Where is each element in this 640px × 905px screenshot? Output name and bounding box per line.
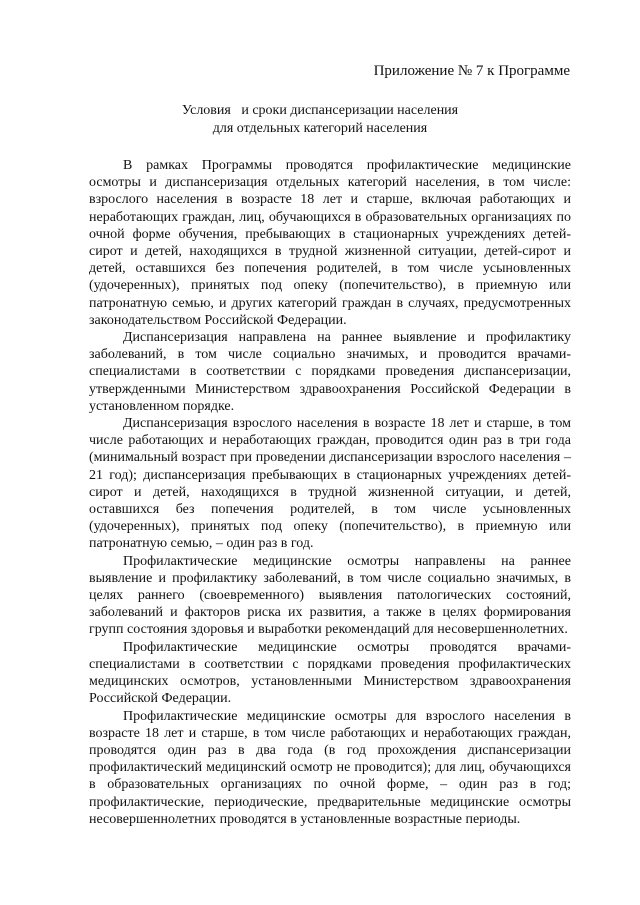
title-line-2: для отдельных категорий населения bbox=[212, 121, 428, 136]
title-line-1: Условия и сроки диспансеризации населения bbox=[181, 103, 459, 118]
appendix-label: Приложение № 7 к Программе bbox=[373, 63, 570, 79]
paragraph-3: Диспансеризация взрослого населения в возрасте 18 лет и старше, в том числе работающих и неработающих граждан, проводится один раз в три года (минимальный возраст при проведении диспансеризации взрослого населения – 21 год); диспансеризация пребывающих в стационарных учреждениях детей-сирот и детей, находящихся в трудной жизненной ситуации, и детей, оставшихся без попечения родителей, в том числе усыновленных (удочеренных), принятых под опеку (попечительство), в приемную или патронатную семью, – один раз в год. bbox=[89, 416, 571, 552]
document-title bbox=[0, 102, 640, 138]
paragraph-1: В рамках Программы проводятся профилактические медицинские осмотры и диспансеризация отдельных категорий населения, в том числе: взрослого населения в возрасте 18 лет и старше, включая работающих и неработающих граждан, лиц, обучающихся в образовательных организациях по очной форме обучения, пребывающих в стационарных учреждениях детей-сирот и детей, находящихся в трудной жизненной ситуации, детей-сирот и детей, оставшихся без попечения родителей, в том числе усыновленных (удочеренных), принятых под опеку (попечительство), в приемную или патронатную семью, и других категорий граждан в случаях, предусмотренных законодательством Российской Федерации. bbox=[89, 158, 571, 328]
paragraph-2: Диспансеризация направлена на раннее выявление и профилактику заболеваний, в том числе социально значимых, и проводится врачами-специалистами в соответствии с порядками проведения диспансеризации, утвержденными Министерством здравоохранения Российской Федерации в установленном порядке. bbox=[89, 330, 571, 414]
document-body bbox=[89, 157, 571, 828]
paragraph-5: Профилактические медицинские осмотры проводятся врачами-специалистами в соответствии с порядками проведения профилактических медицинских осмотров, установленными Министерством здравоохранения Российской Федерации. bbox=[89, 639, 571, 707]
paragraph-4: Профилактические медицинские осмотры направлены на раннее выявление и профилактику заболеваний, в том числе социально значимых, в целях раннего (своевременного) выявления патологических состояний, заболеваний и факторов риска их развития, а также в целях формирования групп состояния здоровья и выработки рекомендаций для несовершеннолетних. bbox=[89, 553, 571, 638]
paragraph-6: Профилактические медицинские осмотры для взрослого населения в возрасте 18 лет и старше, в том числе работающих и неработающих граждан, проводятся один раз в два года (в год прохождения диспансеризации профилактический медицинский осмотр не проводится); для лиц, обучающихся в образовательных организациях по очной форме, – один раз в год; профилактические, периодические, предварительные медицинские осмотры несовершеннолетних проводятся в установленные возрастные периоды. bbox=[89, 708, 571, 827]
